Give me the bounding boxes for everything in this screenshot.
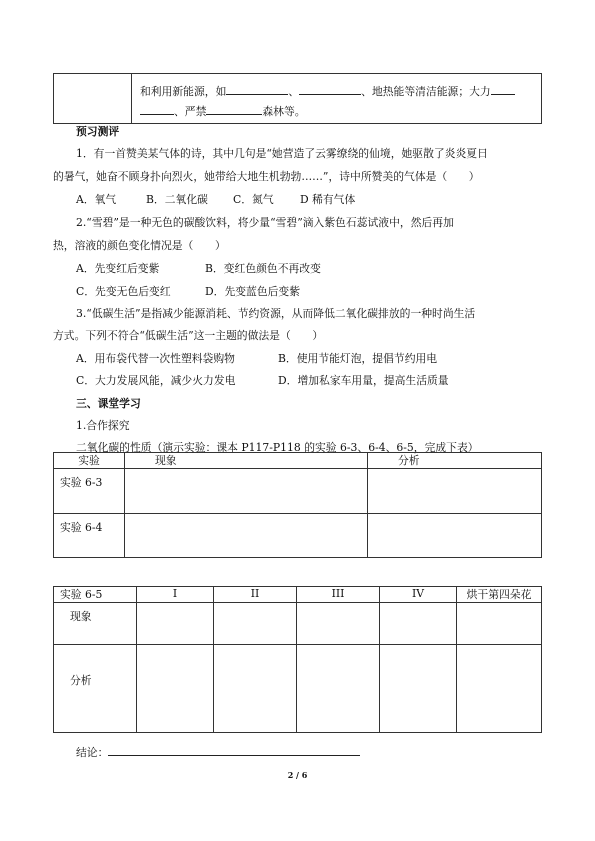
section-preview-heading: 预习测评 bbox=[76, 125, 120, 138]
q1-option-d: D 稀有气体 bbox=[300, 193, 356, 206]
q3-option-c: C．大力发展风能，减少火力发电 bbox=[76, 374, 236, 387]
table2-header-experiment: 实验 6-5 bbox=[54, 587, 137, 603]
energy-text: 、地热能等清洁能源；大力 bbox=[361, 85, 491, 98]
section-class-heading: 三、课堂学习 bbox=[76, 397, 141, 410]
table2-cell-input[interactable] bbox=[457, 645, 542, 733]
table2-row-label: 分析 bbox=[54, 645, 137, 733]
table2-cell-input[interactable] bbox=[380, 645, 457, 733]
table1-header-experiment: 实验 bbox=[54, 453, 125, 469]
forbid-text: 、严禁 bbox=[174, 105, 207, 118]
table2-header-dry-flower: 烘干第四朵花 bbox=[457, 587, 542, 603]
q2-option-c: C．先变无色后变红 bbox=[76, 285, 171, 298]
q1-option-c: C．氮气 bbox=[233, 193, 274, 206]
blank-field[interactable] bbox=[299, 83, 361, 95]
q2-line1: 2.“雪碧”是一种无色的碳酸饮料，将少量“雪碧”滴入紫色石蕊试液中，然后再加 bbox=[76, 216, 454, 229]
blank-field[interactable] bbox=[491, 83, 515, 95]
table2-cell-input[interactable] bbox=[297, 645, 380, 733]
table2-cell-input[interactable] bbox=[214, 645, 297, 733]
table2-cell-input[interactable] bbox=[297, 603, 380, 645]
q3-option-d: D．增加私家车用量，提高生活质量 bbox=[278, 374, 449, 387]
table2-header-i: I bbox=[137, 587, 214, 603]
table2-cell-input[interactable] bbox=[137, 645, 214, 733]
table2-cell-input[interactable] bbox=[380, 603, 457, 645]
top-box-left-cell bbox=[54, 74, 132, 124]
blank-field[interactable] bbox=[140, 103, 174, 115]
conclusion-label: 结论： bbox=[76, 746, 109, 759]
table1-cell-input[interactable] bbox=[125, 469, 368, 514]
top-box-right-cell: 和利用新能源，如 、 、地热能等清洁能源；大力 、严禁 森林等。 bbox=[132, 74, 542, 124]
table1-row-label: 实验 6-3 bbox=[54, 469, 125, 514]
q2-option-a: A．先变红后变紫 bbox=[76, 262, 160, 275]
q3-option-a: A．用布袋代替一次性塑料袋购物 bbox=[76, 352, 235, 365]
top-box-table bbox=[53, 73, 542, 124]
table2-cell-input[interactable] bbox=[457, 603, 542, 645]
q2-option-b: B．变红色颜色不再改变 bbox=[205, 262, 321, 275]
table2-header-ii: II bbox=[214, 587, 297, 603]
q2-option-d: D．先变蓝色后变紫 bbox=[205, 285, 301, 298]
co2-property-table bbox=[53, 452, 542, 558]
table1-header-phenomenon: 现象 bbox=[125, 453, 368, 469]
table1-cell-input[interactable] bbox=[125, 514, 368, 558]
forest-text: 森林等。 bbox=[262, 105, 306, 118]
coop-subheading: 1.合作探究 bbox=[76, 419, 130, 432]
page-number: 2 / 6 bbox=[287, 770, 308, 780]
q3-line2: 方式。下列不符合“低碳生活”这一主题的做法是（ ） bbox=[53, 329, 324, 342]
table1-cell-input[interactable] bbox=[368, 514, 542, 558]
q3-line1: 3.“低碳生活”是指减少能源消耗、节约资源，从而降低二氧化碳排放的一种时尚生活 bbox=[76, 307, 476, 320]
q1-line1: 1．有一首赞美某气体的诗，其中几句是“她营造了云雾缭绕的仙境，她驱散了炎炎夏日 bbox=[76, 147, 488, 160]
table2-row-label: 现象 bbox=[54, 603, 137, 645]
co2-intro-text: 二氧化碳的性质（演示实验：课本 P117-P118 的实验 6-3、6-4、6-5，完成下表） bbox=[76, 441, 479, 454]
q1-line2: 的暑气，她奋不顾身扑向烈火，她带给大地生机勃勃……”，诗中所赞美的气体是（ ） bbox=[53, 170, 480, 183]
table2-cell-input[interactable] bbox=[137, 603, 214, 645]
table2-header-iv: IV bbox=[380, 587, 457, 603]
energy-intro-text: 和利用新能源，如 bbox=[140, 85, 227, 98]
table2-cell-input[interactable] bbox=[214, 603, 297, 645]
q1-option-a: A．氧气 bbox=[76, 193, 117, 206]
table2-header-iii: III bbox=[297, 587, 380, 603]
experiment-6-5-table bbox=[53, 586, 542, 733]
q3-option-b: B．使用节能灯泡，提倡节约用电 bbox=[278, 352, 438, 365]
table1-row-label: 实验 6-4 bbox=[54, 514, 125, 558]
table1-header-analysis: 分析 bbox=[368, 453, 542, 469]
blank-field[interactable] bbox=[206, 103, 262, 115]
conclusion-blank-field[interactable] bbox=[108, 744, 360, 756]
table1-cell-input[interactable] bbox=[368, 469, 542, 514]
q2-line2: 热，溶液的颜色变化情况是（ ） bbox=[53, 239, 226, 252]
blank-field[interactable] bbox=[226, 83, 288, 95]
q1-option-b: B．二氧化碳 bbox=[146, 193, 208, 206]
